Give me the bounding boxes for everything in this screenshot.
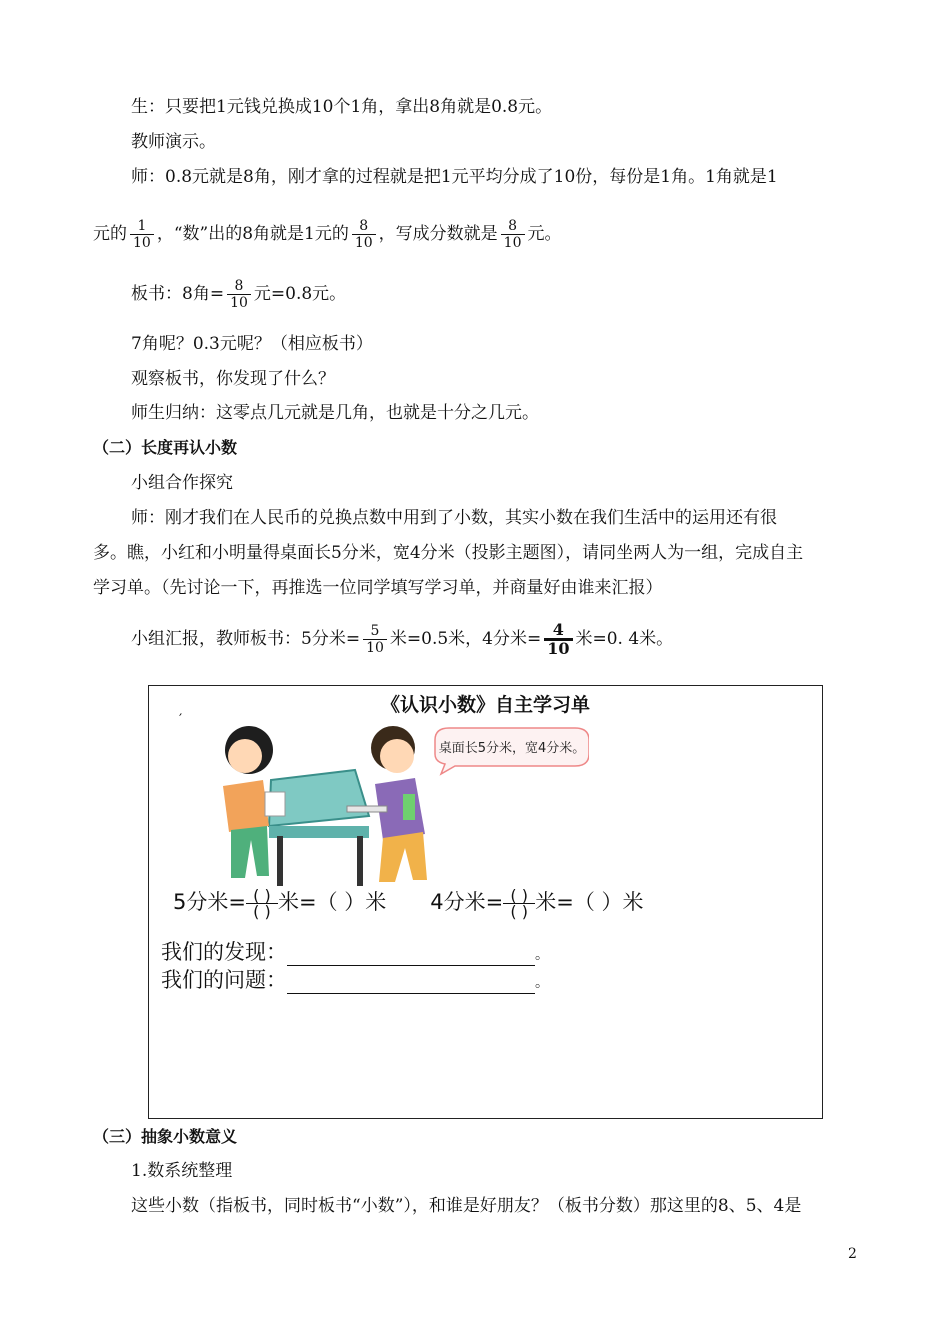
paragraph: 7角呢？0.3元呢？（相应板书） xyxy=(131,334,373,354)
table-edge xyxy=(269,826,369,838)
fraction-eight-tenths: $\frac{8}{10}$ xyxy=(501,218,525,251)
boy-pants xyxy=(379,832,427,882)
question-blank[interactable] xyxy=(287,973,535,994)
paragraph: 多。瞧，小红和小明量得桌面长5分米，宽4分米（投影主题图），请同坐两人为一组，完成自主 xyxy=(93,543,804,563)
stray-mark: ′ xyxy=(179,712,183,728)
fraction-five-tenths: $\frac{5}{10}$ xyxy=(363,623,387,656)
notebook xyxy=(265,792,285,816)
paragraph: 生：只要把1元钱兑换成10个1角，拿出8角就是0.8元。 xyxy=(131,97,553,117)
paragraph: 小组合作探究 xyxy=(131,473,233,493)
fraction-eight-tenths: $\frac{8}{10}$ xyxy=(227,278,251,311)
discovery-blank[interactable] xyxy=(287,945,535,966)
paragraph: 师生归纳：这零点几元就是几角，也就是十分之几元。 xyxy=(131,403,539,423)
board-note: 板书：8角= $\frac{8}{10}$ 元=0.8元。 xyxy=(131,278,347,311)
discovery-row: 我们的发现： 。 xyxy=(161,940,549,964)
blank-fraction[interactable]: ( ) ( ) xyxy=(503,888,535,919)
blank-fraction[interactable]: ( ) ( ) xyxy=(246,888,278,919)
paragraph: 师：刚才我们在人民币的兑换点数中用到了小数，其实小数在我们生活中的运用还有很 xyxy=(131,508,777,528)
fraction-four-tenths: $\frac{4}{10}$ xyxy=(544,622,572,657)
paragraph-with-fractions: 元的 $\frac{1}{10}$ ，“数”出的8角就是1元的 $\frac{8}{10}$ ，写成分数就是 $\frac{8}{10}$ 元。 xyxy=(93,218,562,251)
paragraph: 1.数系统整理 xyxy=(131,1161,233,1181)
self-study-worksheet xyxy=(148,685,823,1119)
fraction-eight-tenths: $\frac{8}{10}$ xyxy=(352,218,376,251)
board-note: 小组汇报，教师板书：5分米= $\frac{5}{10}$ 米=0.5米，4分米= $\frac{4}{10}$ 米=0. 4米。 xyxy=(131,620,674,658)
boy-sleeve xyxy=(403,794,415,820)
section-heading: （三）抽象小数意义 xyxy=(93,1127,238,1146)
section-heading: （二）长度再认小数 xyxy=(93,438,238,457)
table-leg xyxy=(277,836,283,886)
children-measuring-table-illustration xyxy=(179,708,589,888)
paragraph: 学习单。（先讨论一下，再推选一位同学填写学习单，并商量好由谁来汇报） xyxy=(93,578,663,598)
page-number: 2 xyxy=(848,1246,857,1262)
ruler xyxy=(347,806,387,812)
paragraph: 师：0.8元就是8角，刚才拿的过程就是把1元平均分成了10份，每份是1角。1角就是1 xyxy=(131,167,778,187)
bubble-text: 桌面长5分米，宽4分米。 xyxy=(438,741,586,756)
paragraph: 观察板书，你发现了什么？ xyxy=(131,369,335,389)
fraction-one-tenth: $\frac{1}{10}$ xyxy=(130,218,154,251)
conversion-row: 5分米= ( ) ( ) 米=（ ）米 4分米= ( ) ( ) 米=（ ）米 xyxy=(173,885,644,921)
question-row: 我们的问题： 。 xyxy=(161,968,549,992)
boy-face xyxy=(380,739,414,773)
girl-shirt xyxy=(223,780,269,832)
girl-pants xyxy=(231,826,269,878)
paragraph: 这些小数（指板书，同时板书“小数”），和谁是好朋友？（板书分数）那这里的8、5、4是 xyxy=(131,1196,802,1216)
table-leg xyxy=(357,836,363,886)
paragraph: 教师演示。 xyxy=(131,132,216,152)
worksheet-title: 《认识小数》自主学习单 xyxy=(380,694,590,716)
girl-face xyxy=(228,739,262,773)
